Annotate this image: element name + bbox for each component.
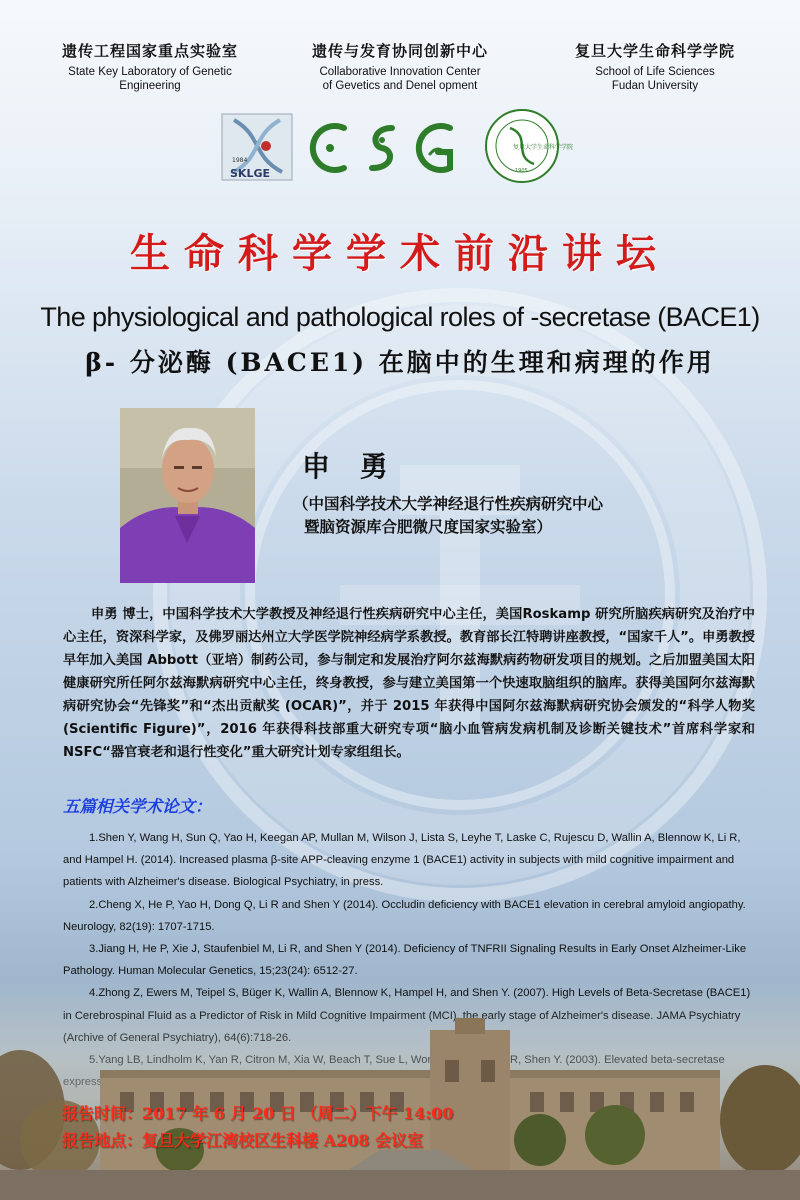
paper-item: 4.Zhong Z, Ewers M, Teipel S, Büger K, Wallin A, Blennow K, Hampel H, and Shen Y. (2007). High Levels of Beta-Secretase (BACE1) <box>89 987 751 1000</box>
speaker-name: 申 勇 <box>302 450 398 483</box>
paper-item: 2.Cheng X, He P, Yao H, Dong Q, Li R and Shen Y (2014). Occludin deficiency with BACE1 elevation in cerebral amyloid angiopathy. Neurology, 82(19): 1707-1715. <box>63 898 746 933</box>
institution-cicgd <box>290 40 510 93</box>
institution-en-line: Collaborative Innovation Center <box>319 66 481 78</box>
speaker-affiliation <box>293 493 603 539</box>
cicgd-logo <box>313 126 450 170</box>
paper-item: 1.Shen Y, Wang H, Sun Q, Yao H, Keegan AP, Mullan M, Wilson J, Lista S, Leyhe T, Laske C, Rujescu D, Wallin A, Blennow K, Li R, and Hampel H. (2014). Increased plasma β-site APP-cleaving enzyme 1 (BACE1) activity in subjects with mild cognitive impairment and patients with Alzheimer's disease. Biological Psychiatry, in press. <box>63 832 741 889</box>
speaker-affiliation-line: （中国科学技术大学神经退行性疾病研究中心 <box>293 495 604 513</box>
institution-sklge <box>45 40 255 93</box>
forum-title: 生命科学学术前沿讲坛 <box>130 230 670 277</box>
institution-en-line: Engineering <box>119 80 181 92</box>
speaker-affiliation-line: 暨脑资源库合肥微尺度国家实验室） <box>304 518 553 536</box>
institution-name-zh: 复旦大学生命科学学院 <box>574 42 735 60</box>
institution-name-zh: 遗传工程国家重点实验室 <box>61 42 238 60</box>
school-life-sciences-logo <box>486 110 573 182</box>
institution-en-line: Fudan University <box>611 80 699 92</box>
papers-heading: 五篇相关学术论文： <box>63 797 212 816</box>
event-place: 报告地点：复旦大学江湾校区生科楼 A208 会议室 <box>62 1131 423 1150</box>
institution-name-zh: 遗传与发育协同创新中心 <box>311 42 488 60</box>
sklge-label: SKLGE <box>230 167 270 180</box>
institution-name-en <box>550 65 760 93</box>
school-logo-text: 复旦大学生命科学学院 <box>513 144 574 151</box>
sklge-logo <box>222 114 292 180</box>
campus-building-image <box>0 1000 800 1200</box>
school-logo-year: 1905 <box>515 168 528 174</box>
institution-name-en <box>45 65 255 93</box>
talk-title-en: The physiological and pathological roles of -secretase (BACE1) <box>40 302 760 332</box>
talk-title-zh: β- 分泌酶 (BACE1) 在脑中的生理和病理的作用 <box>85 348 715 377</box>
event-time: 报告时间：2017 年 6 月 20 日 （周二）下午 14:00 <box>62 1104 454 1123</box>
speaker-bio: 申勇 博士，中国科学技术大学教授及神经退行性疾病研究中心主任，美国Roskamp 研究所脑疾病研究及治疗中心主任，资深科学家，及佛罗丽达州立大学医学院神经病学系教授。教育部长江特聘讲座教授，“国家千人”。申勇教授早年加入美国 Abbott（亚培）制药公司，参与制定和发展治疗阿尔兹海默病药物研发项目的规划。之后加盟美国太阳健康研究所任阿尔兹海默病研究中心主任，终身教授，参与建立美国第一个快速取脑组织的脑库。获得美国阿尔兹海默病研究协会“先锋奖”和“杰出贡献奖 (OCAR)”，并于 2015 年获得中国阿尔兹海默病研究协会颁发的“科学人物奖 (Scientific Figure)”，2016 年获得科技部重大研究专项“脑小血管病发病机制及诊断关键技术”首席科学家和 NSFC“器官衰老和退行性变化”重大研究计划专家组组长。 <box>63 607 755 760</box>
institution-en-line: State Key Laboratory of Genetic <box>68 66 232 78</box>
institution-fudan-life-sciences <box>550 40 760 93</box>
speaker-photo <box>120 408 255 583</box>
institution-en-line: School of Life Sciences <box>595 66 715 78</box>
paper-item: 3.Jiang H, He P, Xie J, Staufenbiel M, Li R, and Shen Y (2014). Deficiency of TNFRII Signaling Results in Early Onset Alzheimer-Like Pathology. Human Molecular Genetics, 15;23(24): 6512-27. <box>63 943 747 978</box>
institution-name-en <box>290 65 510 93</box>
institution-en-line: of Gevetics and Denel opment <box>322 80 478 92</box>
sklge-year: 1984 <box>232 157 248 164</box>
logos-row <box>222 106 574 186</box>
